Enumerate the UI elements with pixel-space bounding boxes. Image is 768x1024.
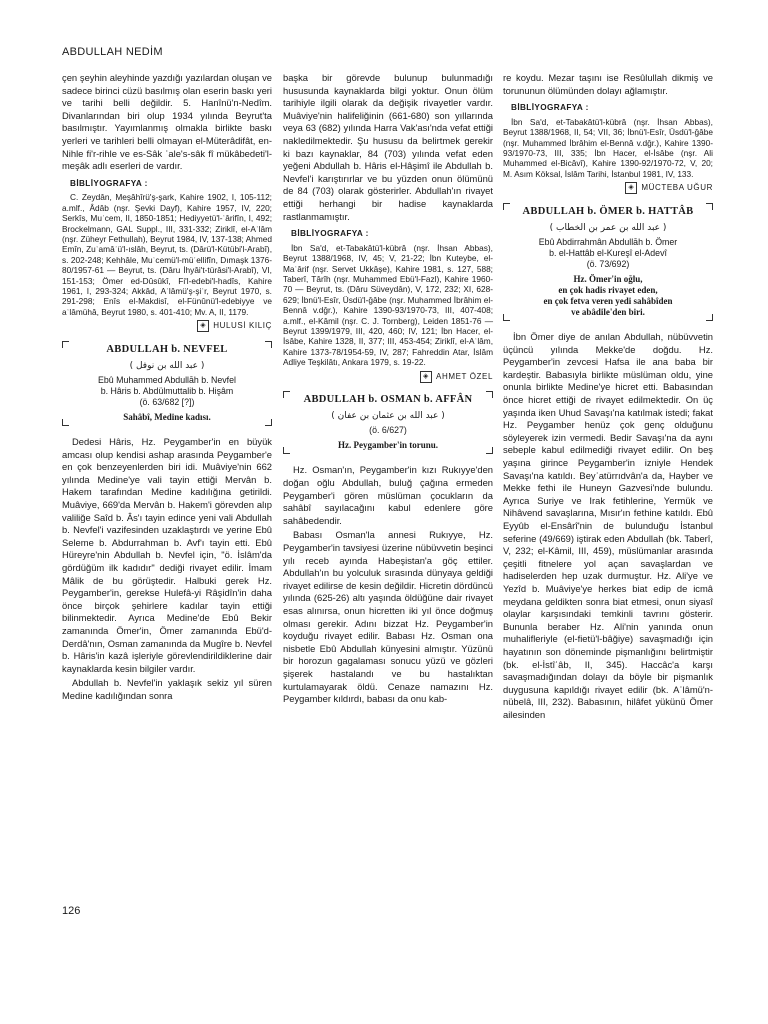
bibliography-heading: BİBLİYOGRAFYA : <box>70 178 148 188</box>
author-mark-icon: ◈ <box>625 182 637 194</box>
bibliography-heading: BİBLİYOGRAFYA : <box>291 229 369 239</box>
entry-subtitle: Hz. Ömer'in oğlu, en çok hadis rivayet eden, en çok fetva veren yedi sahâbîden ve abâdile'den biri. <box>543 274 673 318</box>
entry-full-name: Ebû Abdirrahmân Abdullāh b. Ömer <box>538 237 678 248</box>
paragraph: Hz. Osman'ın, Peygamber'in kızı Rukıyye'den doğan oğlu Abdullah, buluğ çağına ermeden Peygamber'i gören müslüman çocukların da sahâbî sayılacağını kabul edenlere göre sahâbedendir. <box>283 464 493 526</box>
author-signature: ◈ HULUSİ KILIÇ <box>62 320 272 333</box>
bibliography-text: İbn Sa'd, et-Tabakâtü'l-kübrâ (nşr. İhsan Abbas), Beyrut 1388/1968, II, 54; VII, 36; İbnü'l-Esîr, Üsdü'l-ğâbe (nşr. Muhammed İbrâhim el-Bennâ v.dğr.), Kahire 1390-93/1970-73, III, 335; İbn Hacer, el-İsâbe (nşr. Ali Muhammed el-Bicâvî), Kahire 1390-92/1970-72, V, 20; M. Asım Köksal, İslâm Tarihi, İstanbul 1981, IV, 133. <box>503 116 713 179</box>
entry-lineage: b. el-Hattâb el-Kureşî el-Adevî <box>549 248 667 259</box>
entry-death-date: (ö. 73/692) <box>586 259 630 270</box>
running-head: ABDULLAH NEDİM <box>62 46 163 58</box>
page-number: 126 <box>62 905 81 917</box>
column-3 <box>503 72 713 724</box>
column-2 <box>283 72 493 708</box>
entry-lineage: b. Hâris b. Abdülmuttalib b. Hişâm <box>100 386 234 397</box>
entry-subtitle: Hz. Peygamber'in torunu. <box>338 440 438 451</box>
paragraph: Abdullah b. Nevfel'in yaklaşık sekiz yıl süren Medine kadılığından sonra <box>62 677 272 701</box>
entry-title: ABDULLAH b. NEVFEL <box>106 343 228 355</box>
entry-arabic-title: ( عبد الله بن نوفل ) <box>129 360 205 371</box>
author-mark-icon: ◈ <box>420 371 432 383</box>
paragraph: Babası Osman'la annesi Rukıyye, Hz. Peygamber'in tavsiyesi üzerine nübüvvetin beşinci yılı receb ayında Habeşistan'a göç ettiler. Abdullah'ın bu yolculuk sırasında dünyaya geldiği rivayet edilirse de kesin değildir. Hicretin dördüncü yılında (625-26) altı yaşında öldüğüne dair rivayet esas alınırsa, onun hicretten iki yıl önce doğmuş olması gerekir. Adını bizzat Hz. Peygamber'in koyduğu rivayet edilir. Babası Hz. Osman ona nisbetle Ebû Abdullah künyesini almıştır. Yüzünü bir horozun gagalaması sonucu yüzü ve gözleri şişerek hastalandı ve bu hastalıktan kurtulamayarak öldü. Cenaze namazını Hz. Peygamber kıldırdı, babası da onu kab- <box>283 529 493 705</box>
entry-arabic-title: ( عبد الله بن عثمان بن عفان ) <box>331 410 445 421</box>
paragraph: çen şeyhin aleyhinde yazdığı yazılardan oluşan ve sadece birinci cüzü basılmış olan eserin baskı yeri ve tarihi belli değildir. 5. Hanînü'n-Nedîm. Divanlarından biri olup 1934 yılında Beyrut'ta basılmıştır. Yayımlanmış olmakla birlikte baskı yerleri ve tarihleri belli olmayan el-Müterâdifât, en-Nihle fi'r-rihle ve es-Sâk ʿale's-sâk fî mükâbedeti'l-meşâk adlı eserleri de vardır. <box>62 72 272 172</box>
entry-arabic-title: ( عبد الله بن عمر بن الخطاب ) <box>549 222 667 233</box>
paragraph: Dedesi Hâris, Hz. Peygamber'in en büyük amcası olup kendisi ashap arasında Peygamber'e en çok benzeyenlerden biri idi. Muâviye'nin 662 yılında Medine'ye vali tayin ettiği Mervân b. Hakem tarafından Medine kadılığına getirildi. Muâviye, 669'da Mervân b. Hakem'i görevden alıp valiliğe Saîd b. Âs'ı tayin edince yeni vali Abdullah b. Nevfel'i vazifesinden uzaklaştırdı ve yerine Ebû Seleme b. Abdurrahman b. Avf'ı tayin etti. Ebû Hüreyre'nin Abdullah b. Nevfel için, "ö. İslâm'da gördüğüm ilk kadıdır" dediği rivayet edilir. İmam Mâlik de bu görüştedir. Halbuki gerek Hz. Peygamber'in, gerekse Hulefâ-yi Râşidîn'in daha önce birçok şehirlere kadılar tayin ettiği bilinmektedir. Ayrıca Medine'de Ebû Bekir zamanında Ömer'in, Ömer zamanında Ebü'd-Derdâ'nın, Osman zamanında da Mugîre b. Nevfel b. Hâris'in kazâ işleriyle görevlendirildiklerine dair kaynaklarda kesin bilgiler vardır. <box>62 436 272 674</box>
bibliography-heading: BİBLİYOGRAFYA : <box>511 103 589 113</box>
author-mark-icon: ◈ <box>197 320 209 332</box>
entry-death-date: (ö. 6/627) <box>369 425 407 436</box>
entry-header-osman <box>283 391 493 454</box>
entry-title: ABDULLAH b. OSMAN b. AFFÂN <box>303 394 473 406</box>
entry-title: ABDULLAH b. ÖMER b. HATTÂB <box>522 205 694 217</box>
column-1 <box>62 72 272 705</box>
author-signature: ◈ MÜCTEBA UĞUR <box>503 182 713 195</box>
paragraph: başka bir görevde bulunup bulunmadığı hususunda kaynaklarda bilgi yoktur. Onun ölüm tarihiyle ilgili olarak da değişik rivayetler vardır. Muâviye'nin halifeliğinin (661-680) son yıllarında veya 63 (682) yılında Harra Vak'ası'nda vefat ettiği nakledilmektedir. Şu hususu da belirtmek gerekir ki bazı kaynaklar, 84 (703) yılında vefat eden yeğeni Abdullah b. Hâris el-Hâşimî ile Abdullah b. Nevfel'i karıştırırlar ve bu yüzden onun ölümünü de 84 (703) olarak gösterirler. Abdullah'ın rivayet ettiği herhangi bir hadise kaynaklarda rastlanmamıştır. <box>283 72 493 222</box>
entry-header-omer <box>503 203 713 321</box>
entry-header-nevfel <box>62 341 272 426</box>
bibliography-text: İbn Sa'd, et-Tabakâtü'l-kübrâ (nşr. İhsan Abbas), Beyrut 1388/1968, IV, 45; V, 21-22; İbn Kuteybe, el-Maʿârif (nşr. Servet Ukkâşe), Kahire 1981, s. 127, 588; Taberî, Târîh (nşr. Muhammed Ebü'l-Fazl), Kahire 1960-70 — Beyrut, ts. (Dâru Süveydân), V, 172, 232; XI, 628-629; İbnü'l-Esîr, Üsdü'l-ğâbe (nşr. Muhammed İbrâhim el-Bennâ v.dğr.), Kahire 1390-93/1970-73, III, 407-408; a.mlf., el-Kâmil (nşr. C. J. Tornberg), Leiden 1851-76 — Beyrut 1399/1979, III, 420, 460; IV, 121; İbn Hacer, el-İsâbe, Kahire 1328, II, 377; III, 453-454; Ziriklî, el-Aʿlâm, Kahire 1373-78/1954-59, IV, 287; Fahreddin Atar, İslâm Adliye Teşkilâtı, Ankara 1979, s. 19-22. <box>283 242 493 368</box>
paragraph: İbn Ömer diye de anılan Abdullah, nübüvvetin üçüncü yılında Mekke'de doğdu. Hz. Peygamber'in zevcesi Hafsa ile ana baba bir kardeştir. Babasıyla birlikte müslüman oldu, yine onunla birlikte Medine'ye hicret etti. Babasından önce hicret ettiği de rivayet edilmektedir. On üç yaşında iken Uhud Savaşı'na katılmak istedi; fakat Hz. Peygamber henüz çok genç olduğunu söyleyerek izin vermedi. Bedir Savaşı'na da aynı sebeple kabul edilmediği rivayet edilir. On beş yaşına girince Peygamber'in izniyle Hendek Savaşı'na katıldı. Beyʿatürrıdvân'a da, Hayber ve Mekke fethi ile Huneyn Gazvesi'nde bulundu. Ayrıca Suriye ve Irak fetihlerine, Yermük ve Nihâvend savaşlarına, Mısır'ın fethine katıldı. Ebû Eyyûb el-Ensârî'nin de bulunduğu İstanbul seferine (49/669) iştirak eden Abdullah (bk. Taberî, V, 232; el-Kâmil, III, 459), müslümanlar arasında çeşitli fitnelere yol açan savaşlardan ve hadiselerden hep uzak durmuştur. Hz. Ali'ye ve Yezîd b. Muâviye'ye herkes biat edip de icmâ meydana geldikten sonra biat etmesi, onun siyasî olaylar karşısındaki temkinli tavrını gösterir. Bununla beraber Hz. Ali'nin yanında onun muhalifleriyle (el-fietü'l-bâğiye) savaşmadığı için hayatının son döneminde pişmanlığını belirtmiştir (bk. el-İstîʿâb, II, 345). Haccâc'a karşı savaşmadığından dolayı da böyle bir pişmanlık duygusuna kapıldığı rivayet edilir (bk. Aʿlâmü'n-nübelâ, III, 232). Babasının, hilâfet yükünü Ömer ailesinden <box>503 331 713 720</box>
paragraph: re koydu. Mezar taşını ise Resûlullah dikmiş ve torununun ölümünden dolayı ağlamıştır. <box>503 72 713 96</box>
entry-death-date: (ö. 63/682 [?]) <box>139 397 195 408</box>
entry-full-name: Ebû Muhammed Abdullāh b. Nevfel <box>98 375 236 386</box>
bibliography-text: C. Zeydân, Meşâhîrü'ş-şark, Kahire 1902, I, 105-112; a.mlf., Âdâb (nşr. Şevki Dayf), Kahire 1957, IV, 220; Serkîs, Muʿcem, II, 1850-1851; Hediyyetü'l-ʿârifîn, I, 492; Brockelmann, GAL Suppl., III, 331-332; Ziriklî, el-Aʿlâm (nşr. Züheyr Fethullah), Beyrut 1984, IV, 137-138; Ahmed Emîn, Zuʿamâʾü'l-ıslâh, Beyrut, ts. (Dârü'l-Kütübi'l-Arabî), s. 202-248; Kehhâle, Muʿcemü'l-müʾellifîn, Dımaşk 1376-80/1957-61 — Beyrut, ts. (Dâru İhyâi't-türâsi'l-Arabî), VI, 151-153; Ömer ed-Dûsûkî, Fi'l-edebi'l-hadîs, Kahire 1961, I, 293-324; Akkâd, Aʿlâmü'ş-şiʿr, Beyrut 1970, s. 291-298; Enîs el-Makdisî, el-Fünûnü'l-edebiyye ve aʿlâmühâ, Beyrut 1980, s. 401-410; Mv. A, II, 1179. <box>62 192 273 317</box>
entry-subtitle: Sahâbî, Medine kadısı. <box>123 412 211 423</box>
author-signature: ◈ AHMET ÖZEL <box>283 371 493 384</box>
